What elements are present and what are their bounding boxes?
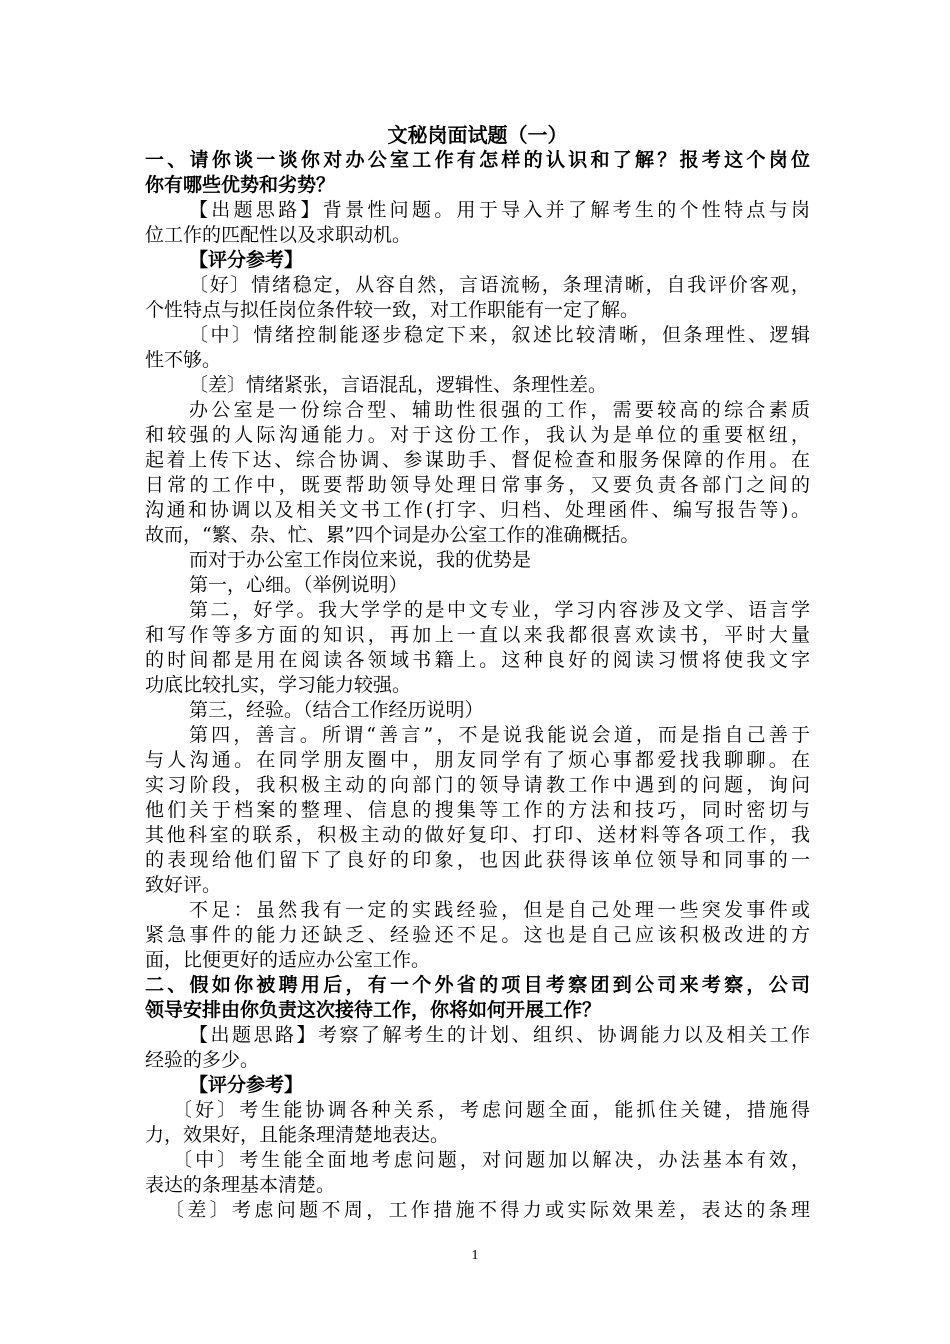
answer-paragraph: 和较强的人际沟通能力。对于这份工作，我认为是单位的重要枢纽，	[145, 424, 810, 446]
question-1	[145, 148, 810, 973]
document-title: 文秘岗面试题（一）	[387, 123, 568, 147]
answer-paragraph: 的时间都是用在阅读各领域书籍上。这种良好的阅读习惯将使我文字	[145, 649, 810, 671]
answer-paragraph: 实习阶段，我积极主动的向部门的领导请教工作中遇到的问题，询问	[145, 774, 810, 796]
question-heading: 一、请你谈一谈你对办公室工作有怎样的认识和了解？报考这个岗位	[145, 149, 810, 171]
question-heading: 二、假如你被聘用后，有一个外省的项目考察团到公司来考察，公司	[145, 974, 810, 996]
question-idea: 【出题思路】考察了解考生的计划、组织、协调能力以及相关工作	[189, 1024, 810, 1046]
document-page	[145, 122, 810, 1223]
score-mid: 表达的条理基本清楚。	[145, 1174, 336, 1196]
answer-paragraph: 他们关于档案的整理、信息的搜集等工作的方法和技巧，同时密切与	[145, 799, 810, 821]
question-idea: 经验的多少。	[145, 1049, 260, 1071]
score-mid: 性不够。	[145, 349, 222, 371]
score-mid: 〔中〕情绪控制能逐步稳定下来，叙述比较清晰，但条理性、逻辑	[189, 324, 810, 346]
answer-paragraph: 故而，“繁、杂、忙、累”四个词是办公室工作的准确概括。	[145, 524, 640, 546]
score-good: 力，效果好，且能条理清楚地表达。	[145, 1124, 450, 1146]
page-number: 1	[471, 1248, 479, 1263]
score-bad: 〔差〕情绪紧张，言语混乱，逻辑性、条理性差。	[189, 374, 608, 396]
question-2	[145, 973, 810, 1223]
score-mid: 〔中〕考生能全面地考虑问题，对问题加以解决，办法基本有效，	[173, 1149, 810, 1171]
answer-paragraph: 而对于办公室工作岗位来说，我的优势是	[189, 549, 532, 571]
answer-paragraph: 第三，经验。（结合工作经历说明）	[189, 699, 484, 721]
question-idea: 【出题思路】背景性问题。用于导入并了解考生的个性特点与岗	[189, 199, 810, 221]
answer-paragraph: 致好评。	[145, 874, 222, 896]
answer-paragraph: 和写作等多方面的知识，再加上一直以来我都很喜欢读书，平时大量	[145, 624, 810, 646]
answer-paragraph: 的表现给他们留下了良好的印象，也因此获得该单位领导和同事的一	[145, 849, 810, 871]
score-bad: 〔差〕考虑问题不周，工作措施不得力或实际效果差，表达的条理	[165, 1199, 810, 1221]
score-good: 〔好〕考生能协调各种关系，考虑问题全面，能抓住关键，措施得	[173, 1099, 810, 1121]
answer-paragraph: 第一，心细。（举例说明）	[189, 574, 408, 596]
answer-paragraph: 与人沟通。在同学朋友圈中，朋友同学有了烦心事都爱找我聊聊。在	[145, 749, 810, 771]
answer-paragraph: 起着上传下达、综合协调、参谋助手、督促检查和服务保障的作用。在	[145, 449, 810, 471]
score-good: 个性特点与拟任岗位条件较一致，对工作职能有一定了解。	[145, 299, 640, 321]
question-idea: 位工作的匹配性以及求职动机。	[145, 224, 412, 246]
answer-paragraph: 日常的工作中，既要帮助领导处理日常事务，又要负责各部门之间的	[145, 474, 810, 496]
answer-paragraph: 沟通和协调以及相关文书工作(打字、归档、处理函件、编写报告等)。	[145, 499, 810, 521]
score-heading: 【评分参考】	[189, 249, 304, 271]
question-heading: 你有哪些优势和劣势？	[145, 174, 336, 196]
answer-paragraph: 第二，好学。我大学学的是中文专业，学习内容涉及文学、语言学	[189, 599, 810, 621]
answer-paragraph: 面，比便更好的适应办公室工作。	[145, 949, 431, 971]
question-heading: 领导安排由你负责这次接待工作，你将如何开展工作？	[145, 999, 602, 1021]
answer-paragraph: 不足：虽然我有一定的实践经验，但是自己处理一些突发事件或	[189, 899, 810, 921]
answer-paragraph: 功底比较扎实，学习能力较强。	[145, 674, 412, 696]
score-good: 〔好〕情绪稳定，从容自然，言语流畅，条理清晰，自我评价客观，	[189, 274, 810, 296]
answer-paragraph: 其他科室的联系，积极主动的做好复印、打印、送材料等各项工作，我	[145, 824, 810, 846]
score-heading: 【评分参考】	[189, 1074, 304, 1096]
answer-paragraph: 办公室是一份综合型、辅助性很强的工作，需要较高的综合素质	[189, 399, 810, 421]
answer-paragraph: 紧急事件的能力还缺乏、经验还不足。这也是自己应该积极改进的方	[145, 924, 810, 946]
answer-paragraph: 第四，善言。所谓“善言”，不是说我能说会道，而是指自己善于	[189, 724, 810, 746]
